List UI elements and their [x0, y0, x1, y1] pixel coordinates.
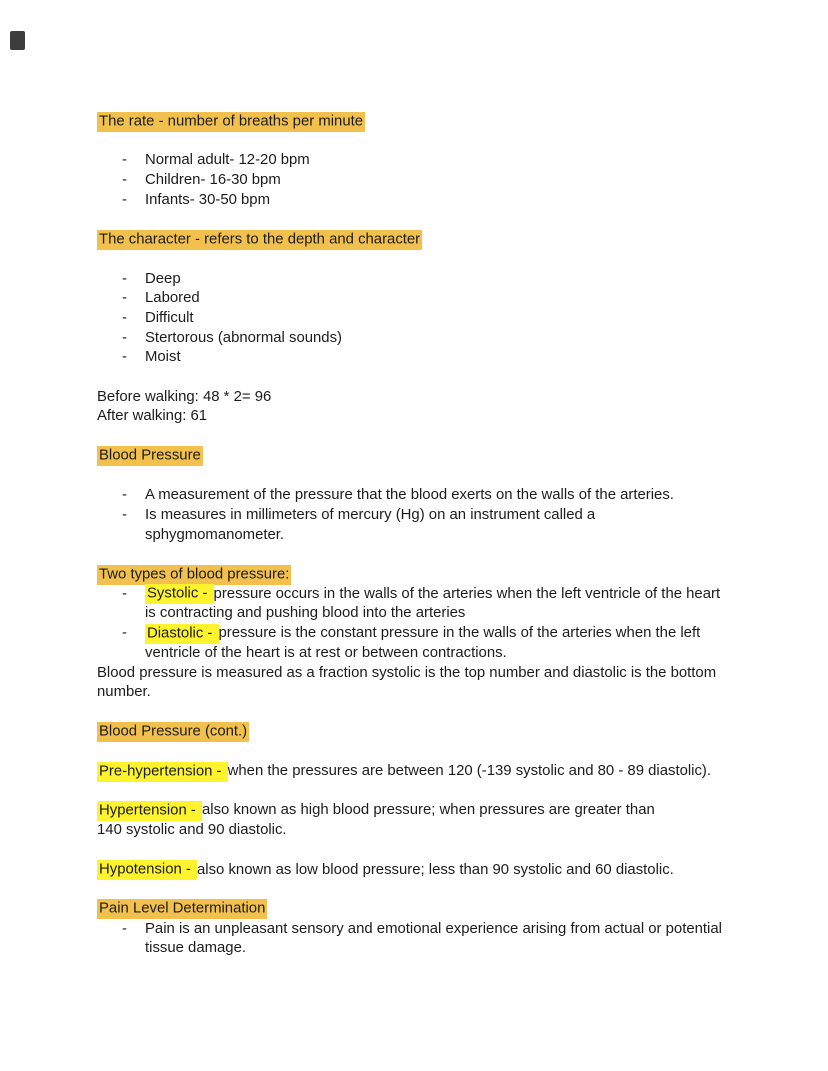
bullet-item	[97, 309, 731, 329]
walking-notes	[97, 388, 734, 427]
bullet-dash: -	[122, 585, 127, 602]
bullet-item-systolic	[97, 585, 725, 624]
bullet-list-blood-pressure	[97, 486, 734, 545]
bullet-text: Deep	[145, 270, 181, 287]
bullet-dash: -	[122, 487, 127, 504]
highlighted-term-hypotension: Hypotension -	[97, 860, 197, 880]
bullet-list-pain	[97, 920, 734, 959]
bullet-item-diastolic	[97, 624, 725, 663]
section-heading-character	[97, 230, 734, 250]
bullet-text: Moist	[145, 349, 181, 366]
bullet-dash: -	[122, 309, 127, 326]
paragraph-pre-hypertension	[97, 762, 734, 782]
bullet-dash: -	[122, 290, 127, 307]
bullet-text: Difficult	[145, 309, 194, 326]
bullet-dash: -	[122, 270, 127, 287]
highlighted-heading-blood-pressure-cont: Blood Pressure (cont.)	[97, 722, 249, 742]
dark-corner-mark	[10, 31, 25, 50]
bullet-dash: -	[122, 152, 127, 169]
bullet-item	[97, 920, 731, 959]
bullet-list-two-types	[97, 585, 734, 664]
paragraph-fraction: Blood pressure is measured as a fraction systolic is the top number and diastolic is the bottom number.	[97, 664, 717, 701]
bullet-item	[97, 289, 731, 309]
bullet-item	[97, 270, 731, 290]
bullet-dash: -	[122, 349, 127, 366]
bullet-dash: -	[122, 506, 127, 523]
bullet-item	[97, 506, 605, 545]
document-content	[97, 112, 734, 959]
highlighted-term-diastolic: Diastolic -	[145, 624, 219, 644]
bullet-text: Is measures in millimeters of mercury (Hg) on an instrument called a sphygmomanometer.	[145, 506, 596, 543]
highlighted-heading-pain-level: Pain Level Determination	[97, 899, 267, 919]
term-definition: also known as high blood pressure; when pressures are greater than 140 systolic and 90 diastolic.	[97, 802, 655, 839]
section-heading-pain-level	[97, 900, 734, 920]
bullet-item	[97, 171, 731, 191]
highlighted-heading-two-types: Two types of blood pressure:	[97, 565, 291, 585]
bullet-list-character	[97, 270, 734, 369]
bullet-dash: -	[122, 920, 127, 937]
bullet-dash: -	[122, 191, 127, 208]
highlighted-heading-rate: The rate - number of breaths per minute	[97, 112, 365, 132]
section-heading-rate	[97, 112, 734, 132]
highlighted-term-hypertension: Hypertension -	[97, 801, 202, 821]
highlighted-term-systolic: Systolic -	[145, 584, 214, 604]
bullet-item	[97, 191, 731, 211]
bullet-item	[97, 329, 731, 349]
bullet-dash: -	[122, 329, 127, 346]
bullet-item	[97, 486, 731, 506]
bullet-item	[97, 151, 731, 171]
term-definition: pressure is the constant pressure in the walls of the arteries when the left ventricle of the heart is at rest or between contractions.	[145, 625, 701, 661]
bullet-dash: -	[122, 172, 127, 189]
bullet-text: Normal adult- 12-20 bpm	[145, 152, 310, 169]
section-heading-blood-pressure	[97, 447, 734, 467]
highlighted-heading-blood-pressure: Blood Pressure	[97, 446, 203, 466]
term-definition: when the pressures are between 120 (-139 systolic and 80 - 89 diastolic).	[227, 763, 712, 780]
note-after-walking: After walking: 61	[97, 408, 208, 425]
highlighted-heading-character: The character - refers to the depth and character	[97, 230, 422, 250]
bullet-text: Pain is an unpleasant sensory and emotional experience arising from actual or potential tissue damage.	[145, 920, 722, 957]
bullet-text: Infants- 30-50 bpm	[145, 191, 270, 208]
highlighted-term-pre-hypertension: Pre-hypertension -	[97, 762, 228, 782]
bullet-text: A measurement of the pressure that the blood exerts on the walls of the arteries.	[145, 487, 674, 504]
section-heading-blood-pressure-cont	[97, 723, 734, 743]
paragraph-hypotension	[97, 861, 734, 881]
paragraph-hypertension	[97, 801, 677, 840]
bullet-text: Children- 16-30 bpm	[145, 172, 281, 189]
bullet-list-rate	[97, 151, 734, 210]
bullet-text: Labored	[145, 290, 200, 307]
term-definition: pressure occurs in the walls of the arteries when the left ventricle of the heart is contracting and pushing blood into the arteries	[145, 585, 721, 622]
bullet-dash: -	[122, 625, 127, 642]
note-before-walking: Before walking: 48 * 2= 96	[97, 388, 272, 405]
bullet-text: Stertorous (abnormal sounds)	[145, 329, 342, 346]
section-heading-two-types	[97, 565, 734, 585]
bullet-item	[97, 348, 731, 368]
term-definition: also known as low blood pressure; less than 90 systolic and 60 diastolic.	[197, 861, 674, 878]
